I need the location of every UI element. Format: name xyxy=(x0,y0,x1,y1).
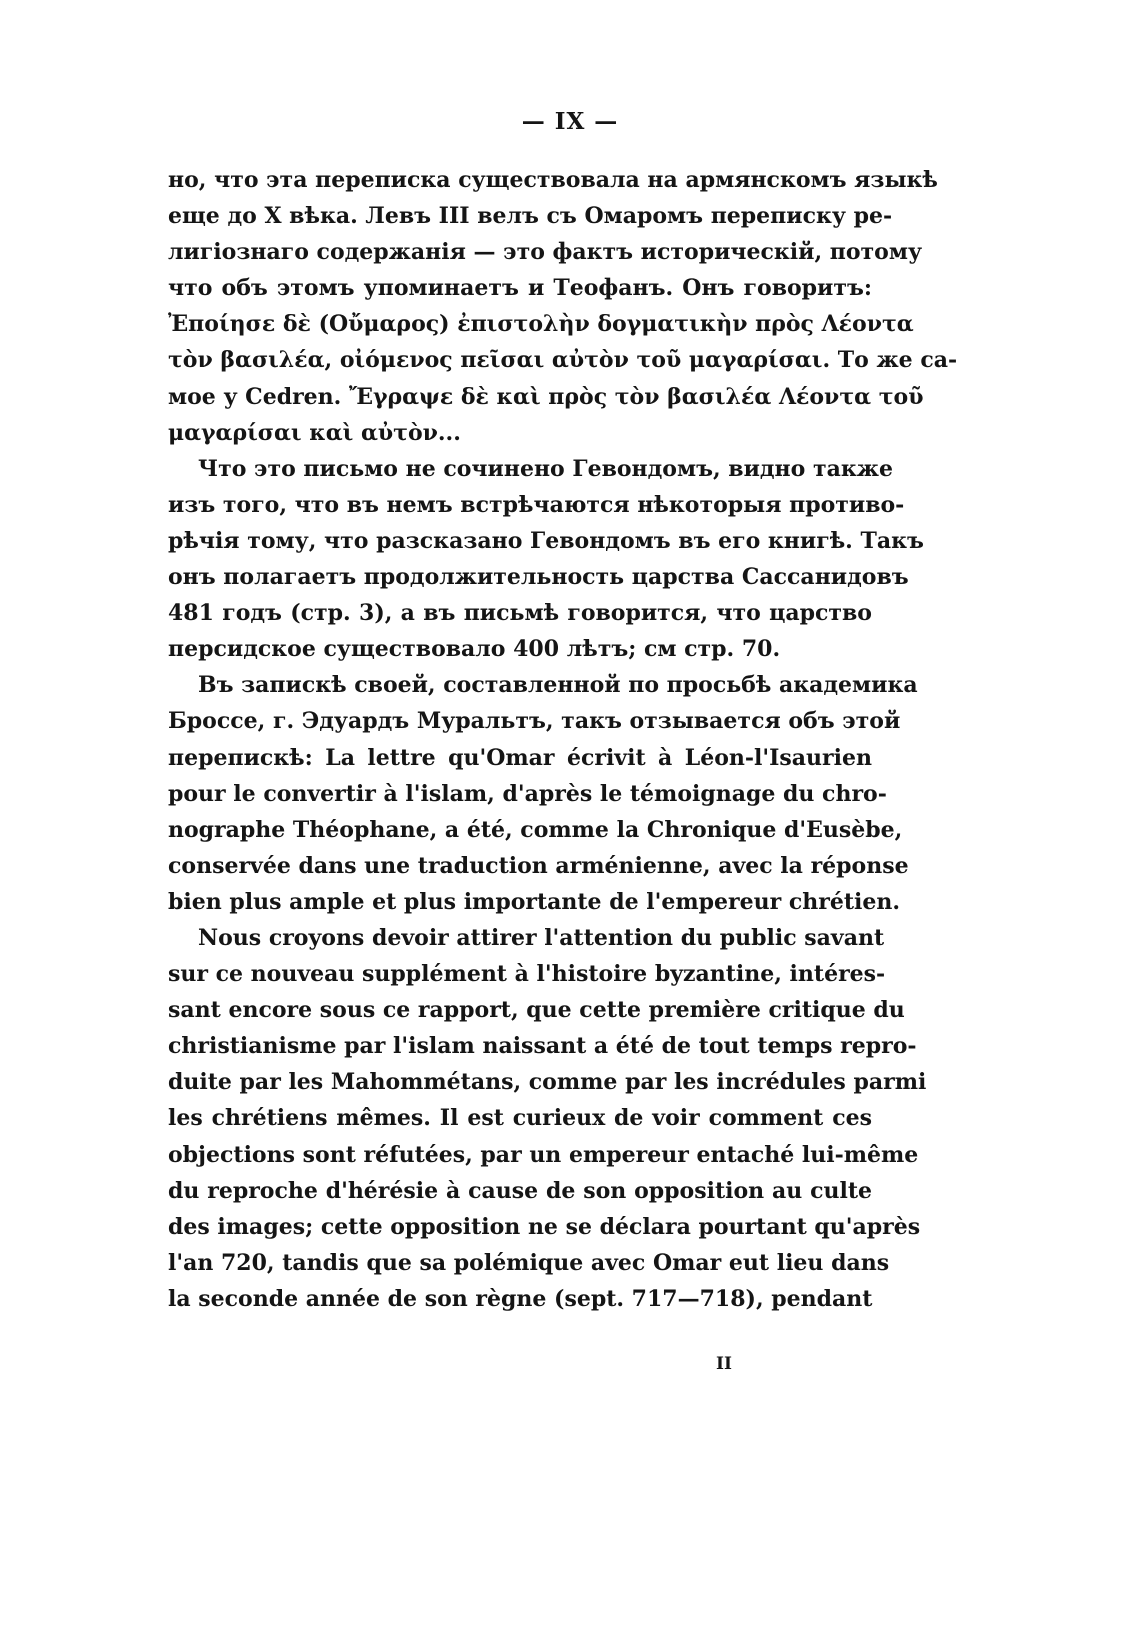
text-line: 481 годъ (стр. 3), а въ письмѣ говорится, что царство xyxy=(168,600,872,627)
text-line: Что это письмо не сочинено Гевондомъ, видно также xyxy=(198,455,893,482)
text-line: les chrétiens mêmes. Il est curieux de voir comment ces xyxy=(168,1105,872,1132)
paragraph xyxy=(168,667,918,920)
text-line: еще до X вѣка. Левъ III велъ съ Омаромъ переписку ре- xyxy=(168,203,893,230)
text-line: bien plus ample et plus importante de l'empereur chrétien. xyxy=(168,888,900,915)
page-number: — IX — xyxy=(521,108,619,135)
text-line: персидское существовало 400 лѣтъ; см стр. 70. xyxy=(168,636,781,663)
text-line: лигіознаго содержанія — это фактъ историческій, потому xyxy=(168,239,923,266)
text-line: duite par les Mahommétans, comme par les incrédules parmi xyxy=(168,1069,927,1096)
text-line: μαγαρίσαι καὶ αὐτὸν... xyxy=(168,419,461,446)
text-line: du reproche d'hérésie à cause de son opposition au culte xyxy=(168,1177,872,1204)
text-line: christianisme par l'islam naissant a été de tout temps repro- xyxy=(168,1033,917,1060)
text-line: sant encore sous ce rapport, que cette première critique du xyxy=(168,997,905,1024)
text-line: изъ того, что въ немъ встрѣчаются нѣкоторыя противо- xyxy=(168,491,905,518)
text-line: рѣчія тому, что разсказано Гевондомъ въ его книгѣ. Такъ xyxy=(168,527,924,554)
text-line: Въ запискѣ своей, составленной по просьбѣ академика xyxy=(198,672,918,699)
paragraph xyxy=(168,920,927,1317)
text-line: pour le convertir à l'islam, d'après le témoignage du chro- xyxy=(168,780,887,807)
paragraph xyxy=(168,162,958,451)
text-line: nographe Théophane, a été, comme la Chronique d'Eusèbe, xyxy=(168,816,903,843)
page-header xyxy=(0,108,1140,135)
text-line: Броссе, г. Эдуардъ Муральтъ, такъ отзывается объ этой xyxy=(168,708,901,735)
body-text xyxy=(168,162,958,1317)
text-line: objections sont réfutées, par un empereur entaché lui-même xyxy=(168,1141,919,1168)
text-line: sur ce nouveau supplément à l'histoire byzantine, intéres- xyxy=(168,961,886,988)
text-line: la seconde année de son règne (sept. 717—718), pendant xyxy=(168,1285,873,1312)
text-line: что объ этомъ упоминаетъ и Теофанъ. Онъ говоритъ: xyxy=(168,275,872,302)
text-line: conservée dans une traduction arménienne, avec la réponse xyxy=(168,852,909,879)
text-line: l'an 720, tandis que sa polémique avec Omar eut lieu dans xyxy=(168,1249,890,1276)
text-line: Ἐποίησε δὲ (Οὔμαρος) ἐπιστολὴν δογματικὴν πρὸς Λέοντα xyxy=(168,311,914,338)
text-line: des images; cette opposition ne se déclara pourtant qu'après xyxy=(168,1213,921,1240)
paragraph xyxy=(168,451,924,668)
text-line: но, что эта переписка существовала на армянскомъ языкѣ xyxy=(168,167,938,193)
text-line: τὸν βασιλέα, οἰόμενος πεῖσαι αὐτὸν τοῦ μαγαρίσαι. То же са- xyxy=(168,347,958,374)
text-line: Nous croyons devoir attirer l'attention du public savant xyxy=(198,924,885,951)
text-line: онъ полагаетъ продолжительность царства Сассанидовъ xyxy=(168,564,909,591)
text-line: мое у Cedren. Ἔγραψε δὲ καὶ πρὸς τὸν βασιλέα Λέοντα τοῦ xyxy=(168,383,924,410)
signature-mark: II xyxy=(716,1354,732,1374)
text-line: перепискѣ: La lettre qu'Omar écrivit à Léon-l'Isaurien xyxy=(168,744,872,771)
